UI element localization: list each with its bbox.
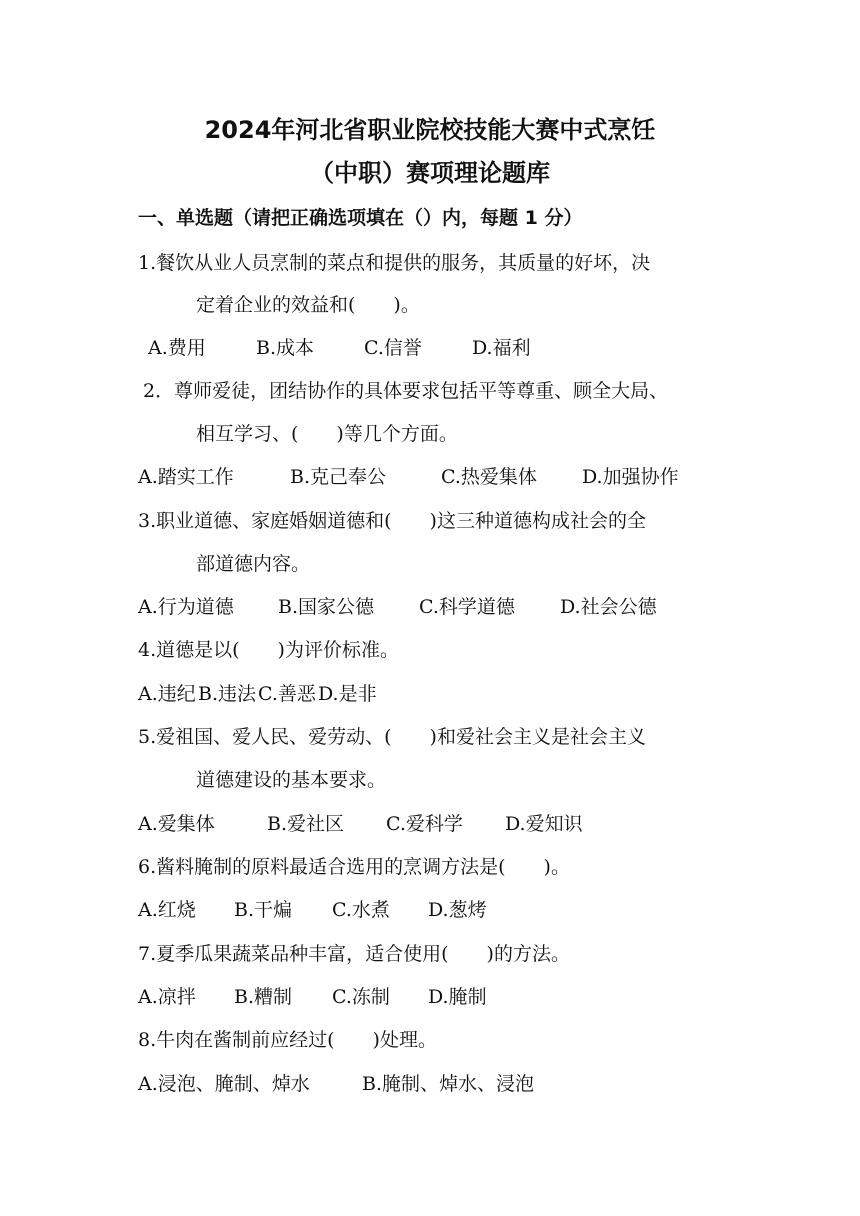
question-1-option-d: D.福利 (472, 337, 531, 359)
section-heading: 一、单选题（请把正确选项填在（）内，每题 1 分） (138, 207, 583, 229)
question-7-option-d: D.腌制 (428, 986, 487, 1008)
question-1-option-a: A.费用 (148, 337, 206, 359)
question-5-option-c: C.爱科学 (386, 813, 463, 835)
question-2-line-1: 2．尊师爱徒，团结协作的具体要求包括平等尊重、顾全大局、 (143, 380, 669, 402)
question-4-line-1: 4.道德是以( )为评价标准。 (138, 639, 399, 661)
question-1-option-b: B.成本 (256, 337, 315, 359)
question-5-option-b: B.爱社区 (267, 813, 345, 835)
question-7-option-c: C.冻制 (332, 986, 390, 1008)
question-3-line-1: 3.职业道德、家庭婚姻道德和( )这三种道德构成社会的全 (138, 510, 646, 532)
question-4-option-d: D.是非 (318, 683, 377, 705)
question-2-line-2: 相互学习、( )等几个方面。 (196, 423, 458, 445)
question-1-line-2: 定着企业的效益和( )。 (196, 294, 420, 316)
question-2-option-a: A.踏实工作 (138, 466, 234, 488)
question-6-option-a: A.红烧 (138, 899, 196, 921)
question-6-option-d: D.葱烤 (428, 899, 487, 921)
question-7-line-1: 7.夏季瓜果蔬菜品种丰富，适合使用( )的方法。 (138, 943, 570, 965)
question-3-option-c: C.科学道德 (419, 596, 515, 618)
question-7-option-a: A.凉拌 (138, 986, 196, 1008)
question-5-line-2: 道德建设的基本要求。 (196, 769, 387, 791)
question-8-option-b: B.腌制、焯水、浸泡 (362, 1073, 535, 1095)
question-1-line-1: 1.餐饮从业人员烹制的菜点和提供的服务，其质量的好坏，决 (138, 252, 651, 274)
question-2-option-d: D.加强协作 (582, 466, 679, 488)
question-6-line-1: 6.酱料腌制的原料最适合选用的烹调方法是( )。 (138, 856, 570, 878)
question-2-option-b: B.克己奉公 (290, 466, 387, 488)
question-5-option-d: D.爱知识 (505, 813, 583, 835)
question-4-option-c: C.善恶 (258, 683, 316, 705)
question-3-line-2: 部道德内容。 (196, 553, 311, 575)
question-6-option-c: C.水煮 (332, 899, 390, 921)
document-title-line-1: 2024年河北省职业院校技能大赛中式烹饪 (204, 116, 656, 144)
question-2-option-c: C.热爱集体 (441, 466, 537, 488)
question-1-option-c: C.信誉 (364, 337, 422, 359)
question-6-option-b: B.干煸 (234, 899, 293, 921)
question-5-line-1: 5.爱祖国、爱人民、爱劳动、( )和爱社会主义是社会主义 (138, 726, 646, 748)
question-5-option-a: A.爱集体 (138, 813, 215, 835)
question-4-option-a: A.违纪 (138, 683, 196, 705)
question-3-option-b: B.国家公德 (278, 596, 375, 618)
question-3-option-a: A.行为道德 (138, 596, 234, 618)
question-8-option-a: A.浸泡、腌制、焯水 (138, 1073, 310, 1095)
question-4-option-b: B.违法 (198, 683, 257, 705)
document-title-line-2: （中职）赛项理论题库 (310, 159, 550, 187)
question-8-line-1: 8.牛肉在酱制前应经过( )处理。 (138, 1029, 437, 1051)
question-7-option-b: B.糟制 (234, 986, 293, 1008)
question-3-option-d: D.社会公德 (560, 596, 657, 618)
